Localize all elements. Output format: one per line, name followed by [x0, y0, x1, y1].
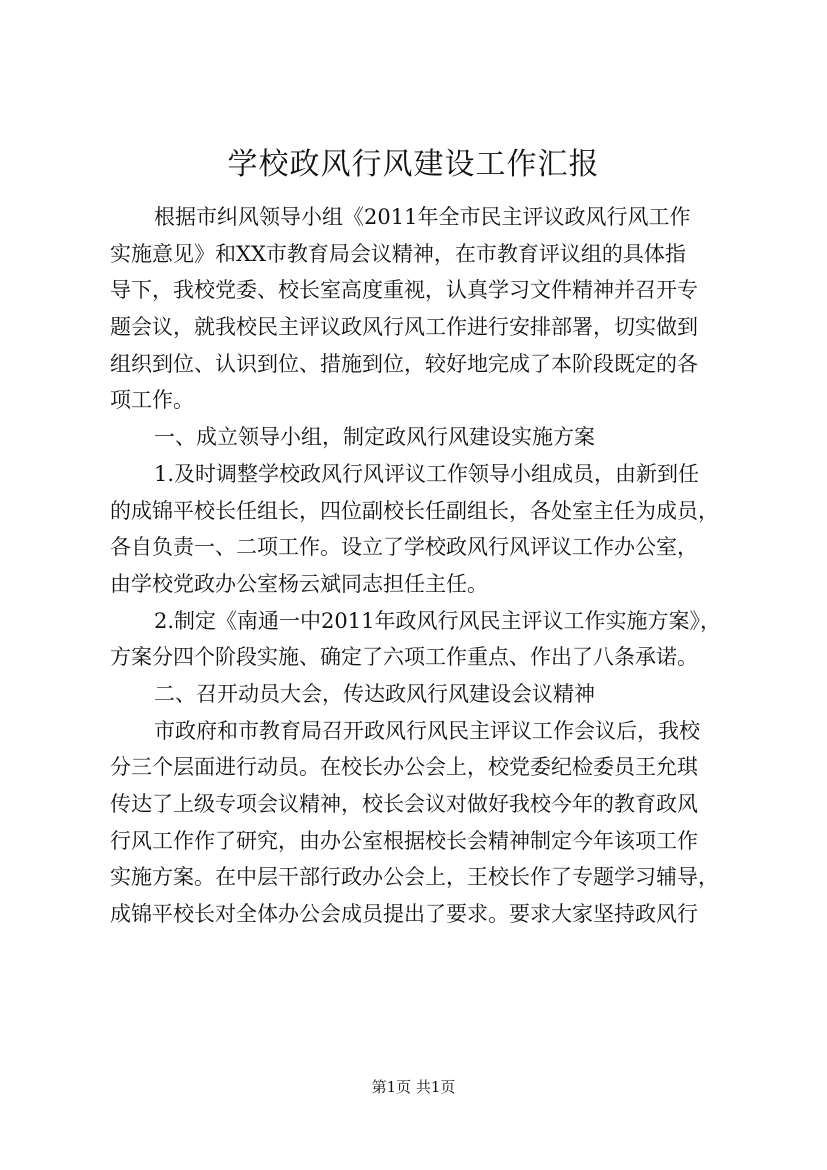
paragraph-line: 各自负责一、二项工作。设立了学校政风行风评议工作办公室，: [110, 535, 698, 560]
document-body: [110, 199, 750, 933]
paragraph-line: 2.制定《南通一中2011年政风行风民主评议工作实施方案》，: [154, 608, 721, 633]
section-heading: 一、成立领导小组，制定政风行风建设实施方案: [154, 425, 595, 450]
paragraph-line: 由学校党政办公室杨云斌同志担任主任。: [110, 571, 488, 596]
document-title: 学校政风行风建设工作汇报: [227, 147, 600, 182]
paragraph-line: 导下，我校党委、校长室高度重视，认真学习文件精神并召开专: [110, 278, 698, 303]
paragraph-line: 行风工作作了研究，由办公室根据校长会精神制定今年该项工作: [110, 828, 698, 853]
paragraph-line: 题会议，就我校民主评议政风行风工作进行安排部署，切实做到: [110, 315, 698, 340]
paragraph-line: 组织到位、认识到位、措施到位，较好地完成了本阶段既定的各: [110, 351, 698, 376]
paragraph-line: 市政府和市教育局召开政风行风民主评议工作会议后，我校: [154, 718, 700, 743]
paragraph-line: 项工作。: [110, 388, 194, 413]
paragraph-line: 1.及时调整学校政风行风评议工作领导小组成员，由新到任: [154, 461, 700, 486]
paragraph-line: 实施方案。在中层干部行政办公会上，王校长作了专题学习辅导，: [110, 865, 719, 890]
paragraph-line: 传达了上级专项会议精神，校长会议对做好我校今年的教育政风: [110, 792, 698, 816]
paragraph-line: 的成锦平校长任组长，四位副校长任副组长，各处室主任为成员，: [110, 498, 719, 523]
paragraph-line: 分三个层面进行动员。在校长办公会上，校党委纪检委员王允琪: [110, 755, 698, 780]
paragraph-line: 方案分四个阶段实施、确定了六项工作重点、作出了八条承诺。: [110, 645, 698, 670]
page-footer: 第1页 共1页: [371, 1078, 456, 1096]
section-heading: 二、召开动员大会，传达政风行风建设会议精神: [154, 681, 595, 706]
paragraph-line: 成锦平校长对全体办公会成员提出了要求。要求大家坚持政风行: [110, 902, 698, 927]
paragraph-line: 根据市纠风领导小组《2011年全市民主评议政风行风工作: [154, 205, 691, 229]
paragraph-line: 实施意见》和XX市教育局会议精神，在市教育评议组的具体指: [110, 241, 686, 266]
